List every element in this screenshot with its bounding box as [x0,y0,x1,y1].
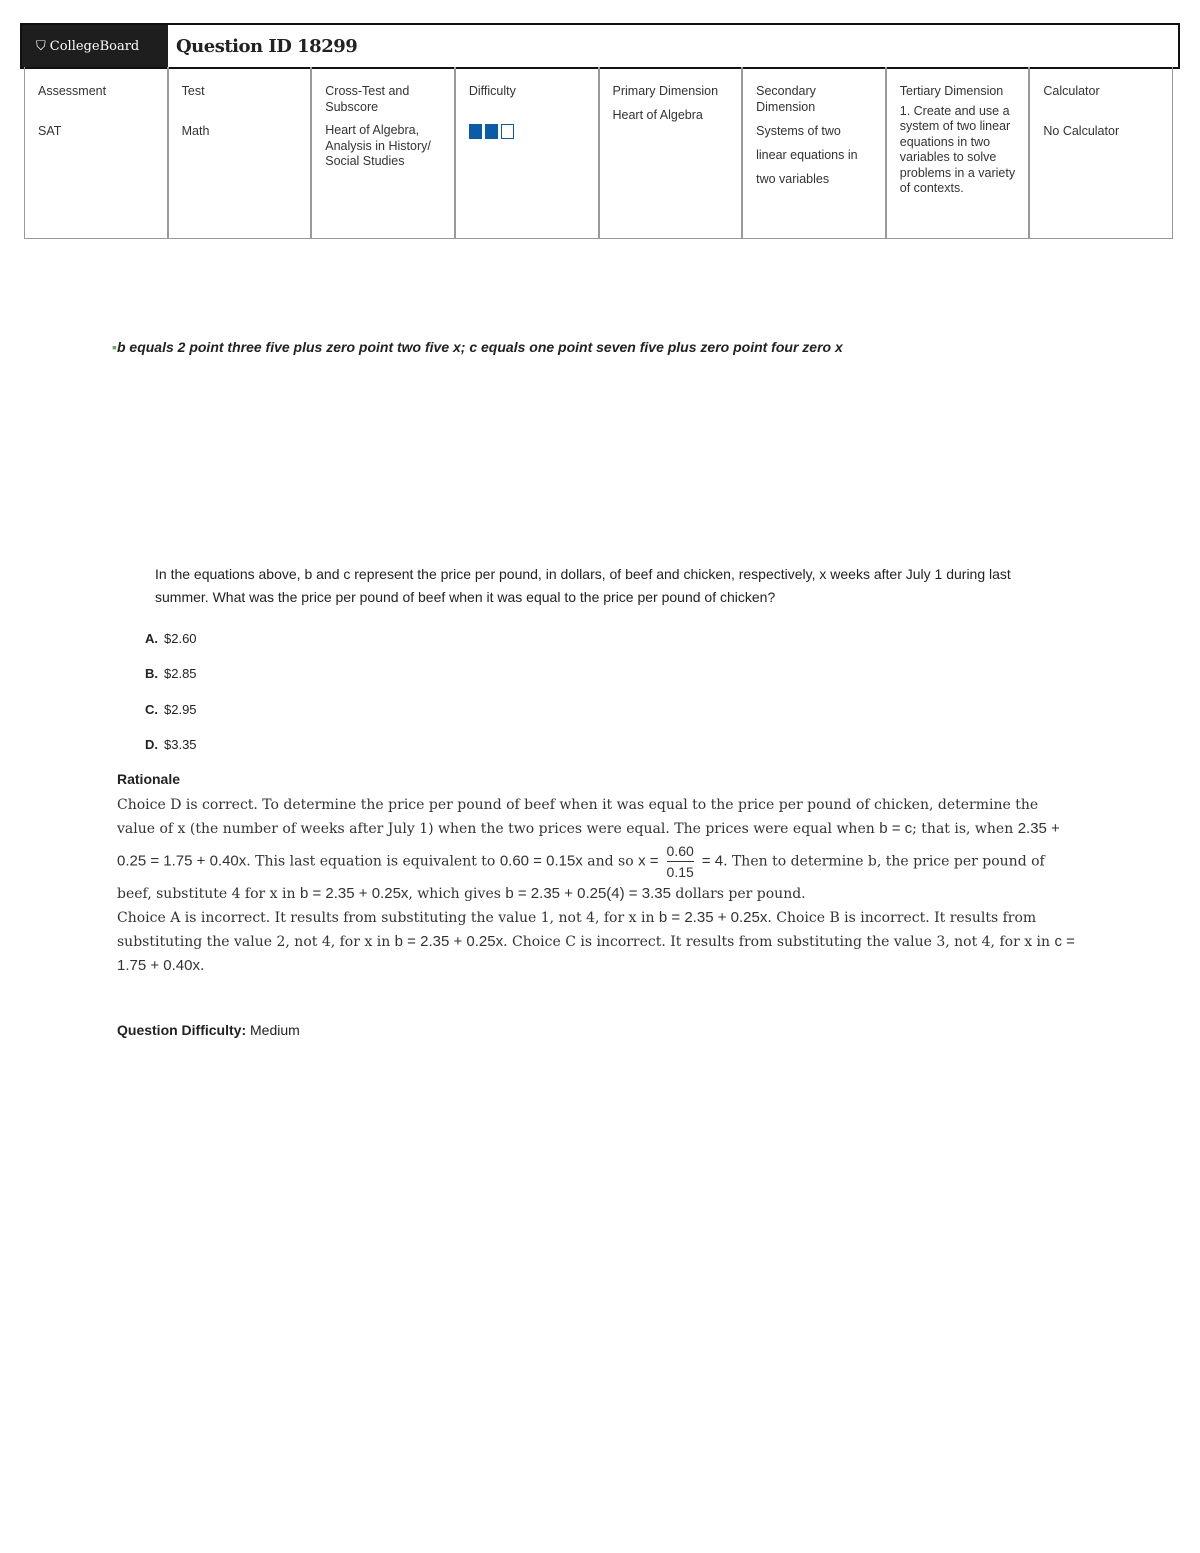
choice-text: $2.60 [164,631,197,646]
equation: 0.60 = 0.15x [499,852,583,870]
text: dollars per pound. [670,886,806,902]
meta-value: No Calculator [1043,123,1120,138]
choice-letter: C. [145,702,158,717]
meta-secondary [743,67,887,238]
rationale-body [117,794,1077,978]
meta-label: Assessment [38,84,107,98]
difficulty-square-empty [501,124,514,139]
rationale-paragraph-1 [117,794,1077,906]
header-bar [20,23,1180,69]
equation: b = c [879,820,913,837]
meta-label: Calculator [1043,84,1100,98]
equation: 2.35 + 0.25 = 1.75 + 0.40x [117,820,1060,870]
meta-value: Systems of two linear equations in two variables [756,124,858,186]
meta-value: Heart of Algebra, Analysis in History/ Social Studies [325,123,431,168]
choice-c[interactable] [145,702,197,717]
meta-label: Test [181,84,205,98]
meta-label: Primary Dimension [612,84,719,98]
question-id-title: Question ID 18299 [176,35,358,57]
difficulty-label: Question Difficulty: [117,1022,247,1038]
text: . Then to determine b, the price per pound of beef, substitute 4 for x in [117,853,1045,902]
choice-a[interactable] [145,631,197,646]
denominator: 0.15 [666,864,694,880]
meta-value: Math [181,123,210,138]
meta-label: Cross-Test and Subscore [325,84,410,114]
meta-label: Difficulty [468,84,516,98]
difficulty-square-filled [485,124,498,139]
meta-calculator [1030,67,1172,238]
meta-cross-test [312,67,456,238]
equation: c = 1.75 + 0.40x [117,933,1075,974]
difficulty-square-filled [469,124,482,139]
rationale-heading: Rationale [117,771,181,787]
equations-image-alt: ▪b equals 2 point three five plus zero point two five x; c equals one point seven five plus zero point four zero x [112,339,843,355]
rationale-paragraph-2 [117,906,1077,978]
meta-tertiary [887,67,1031,238]
collegeboard-logo: ⛉ CollegeBoard [22,25,168,67]
text: . This last equation is equivalent to [246,853,500,870]
text: Choice D is correct. To determine the price per pound of beef when it was equal to the price per pound of chicken, determine the value of x (the number of weeks after July 1) when the two prices were equal. The prices were equal when [117,797,1039,837]
text: , which gives [408,886,506,902]
question-text: In the equations above, b and c represent the price per pound, in dollars, of beef and chicken, respectively, x weeks after July 1 during last summer. What was the price per pound of beef when it was equal to the price per pound of chicken? [155,566,1011,605]
meta-value: Heart of Algebra [612,107,703,122]
metadata-table [24,67,1173,239]
meta-label: Secondary Dimension [756,84,816,114]
text: . [199,958,205,974]
choice-text: $2.85 [164,666,197,681]
difficulty-value: Medium [250,1022,300,1038]
meta-value: 1. Create and use a system of two linear equations in two variables to solve problems in a variety of contexts. [899,103,1016,195]
meta-assessment [25,67,169,238]
equation: b = 2.35 + 0.25x [299,885,409,902]
meta-value: SAT [38,123,62,138]
text: Choice A is incorrect. It results from substituting the value 1, not 4, for x in [117,910,659,926]
meta-primary [600,67,744,238]
choice-letter: A. [145,631,158,646]
text: ; that is, when [912,821,1018,837]
equation: b = 2.35 + 0.25x [658,909,768,926]
equation: b = 2.35 + 0.25x [394,933,504,950]
fraction [667,841,694,882]
choice-text: $3.35 [164,737,197,752]
choice-d[interactable] [145,737,197,752]
text: . Choice C is incorrect. It results from substituting the value 3, not 4, for x in [503,934,1055,950]
difficulty-meter [469,124,585,144]
question-difficulty [117,1022,300,1038]
choice-text: $2.95 [164,702,197,717]
broken-image-icon: ▪ [112,339,117,355]
choice-letter: D. [145,737,158,752]
choice-letter: B. [145,666,158,681]
equation: = 4 [701,852,724,870]
numerator: 0.60 [667,841,694,862]
meta-label: Tertiary Dimension [899,84,1004,98]
acorn-icon: ⛉ [36,38,46,54]
text: and so [582,853,639,870]
choice-b[interactable] [145,666,197,681]
text: . Choice B is incorrect. It results from substituting the value 2, not 4, for x in [117,910,1037,950]
equation: x = [638,852,659,870]
meta-test [169,67,313,238]
equation: b = 2.35 + 0.25(4) = 3.35 [505,885,671,902]
meta-difficulty [456,67,600,238]
